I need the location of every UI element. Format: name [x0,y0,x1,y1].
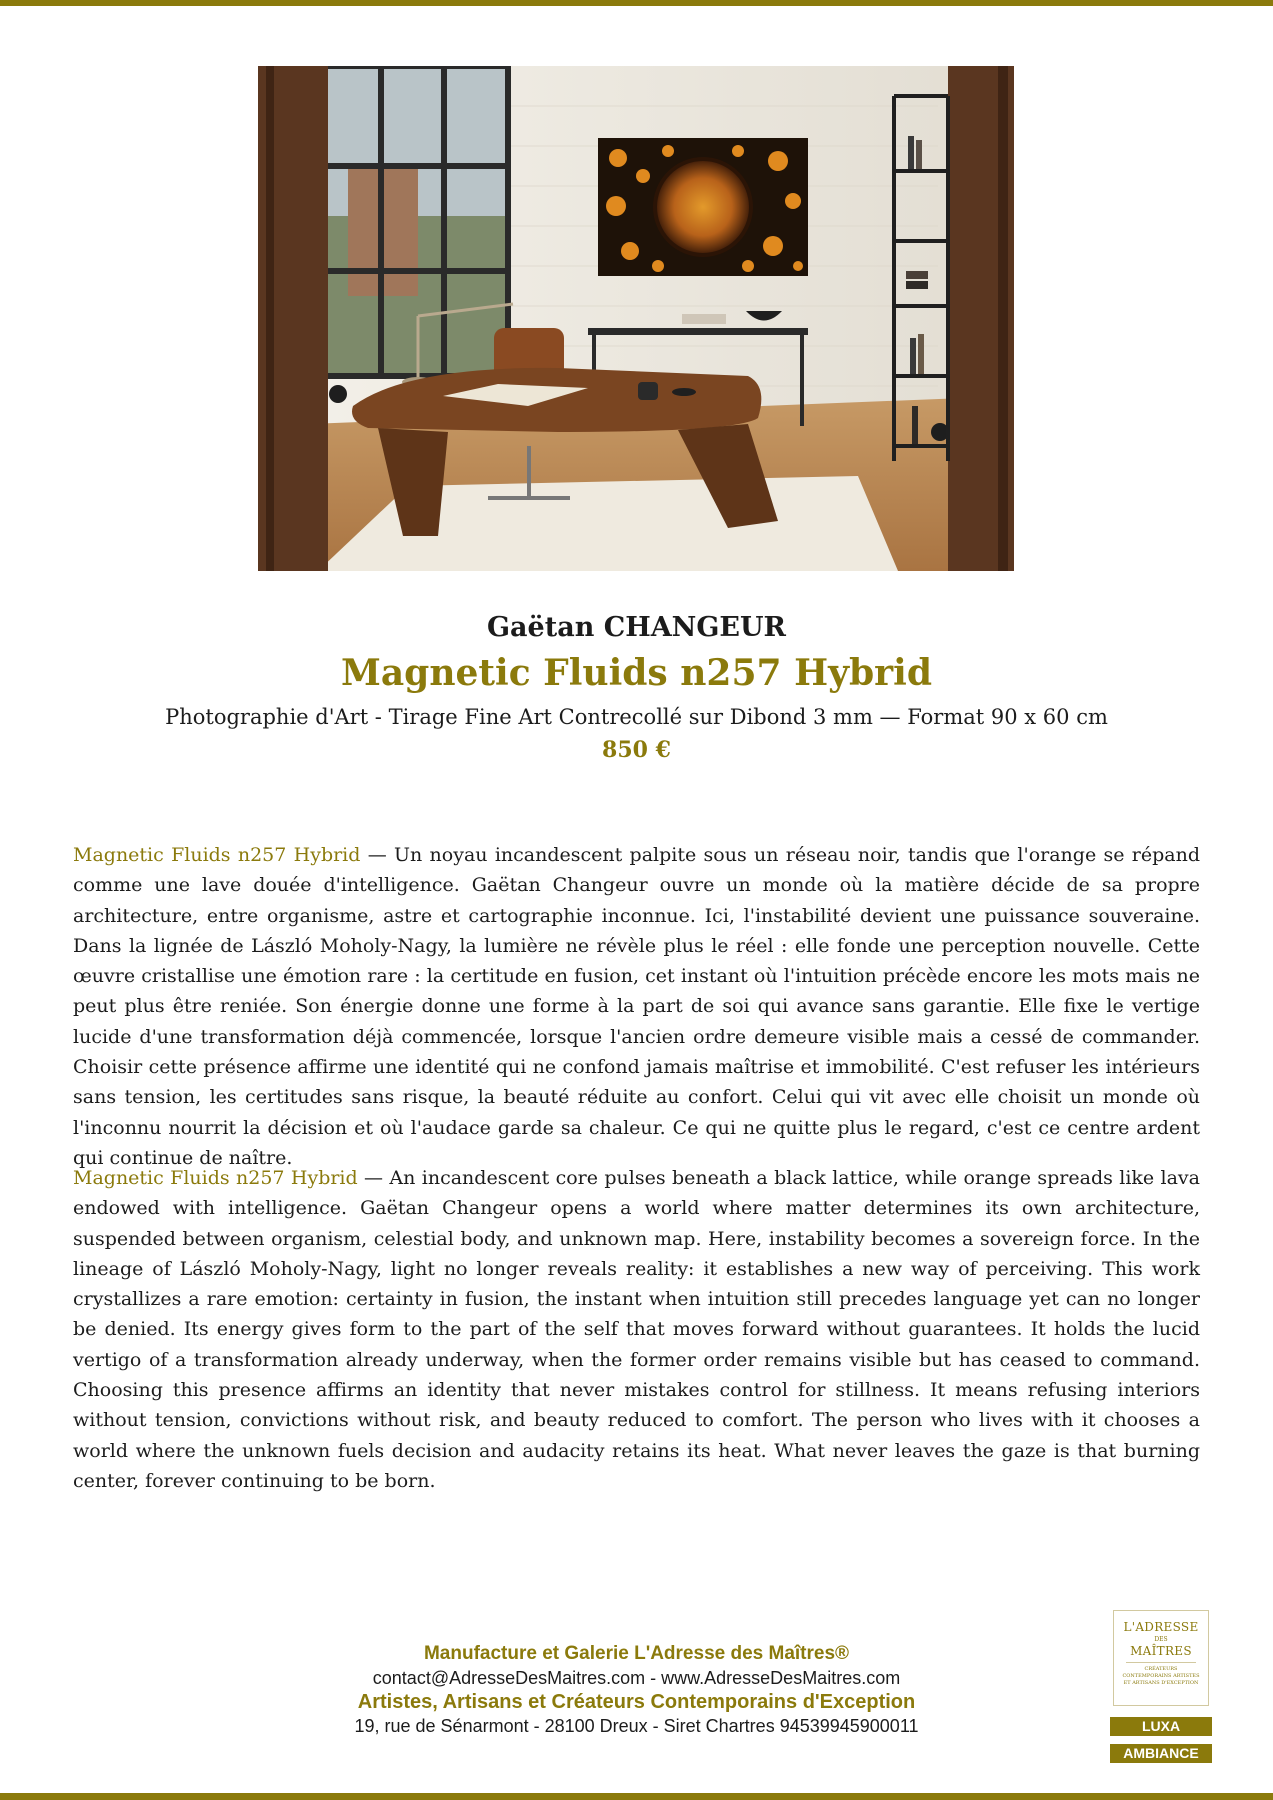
description-english-lead: Magnetic Fluids n257 Hybrid [73,1167,358,1189]
artist-name: Gaëtan CHANGEUR [487,612,786,643]
artwork-title: Magnetic Fluids n257 Hybrid [340,652,932,694]
logo-line1: L'ADRESSE [1123,1620,1199,1634]
top-border [0,0,1273,6]
gallery-logo [1113,1610,1209,1706]
footer-address: 19, rue de Sénarmont - 28100 Dreux - Siret Chartres 94539945900011 [354,1716,919,1736]
logo-line2: DES [1154,1636,1168,1643]
artwork-price: 850 € [602,737,671,763]
footer-contact: contact@AdresseDesMaitres.com - www.AdresseDesMaitres.com [372,1668,901,1688]
artwork-details: Photographie d'Art - Tirage Fine Art Contrecollé sur Dibond 3 mm — Format 90 x 60 cm [165,705,1108,729]
logo-line3: MAÎTRES [1130,1644,1192,1658]
logo-divider [1126,1662,1196,1663]
artwork-room-photo [258,66,1014,571]
footer-tagline: Artistes, Artisans et Créateurs Contemporains d'Exception [357,1691,916,1713]
description-french-lead: Magnetic Fluids n257 Hybrid [73,844,361,866]
badge-luxa: LUXA [1110,1717,1212,1736]
description-french [73,840,1200,1173]
description-french-text: — Un noyau incandescent palpite sous un réseau noir, tandis que l'orange se répand comme une lave douée d'intelligence. Gaëtan Changeur ouvre un monde où la matière décide de sa propre architecture, entre organisme, astre et cartographie inconnue. Ici, l'instabilité devient une puissance souveraine. Dans la lignée de László Moholy-Nagy, la lumière ne révèle plus le réel : elle fonde une perception nouvelle. Cette œuvre cristallise une émotion rare : la certitude en fusion, cet instant où l'intuition précède encore les mots mais ne peut plus être reniée. Son énergie donne une forme à la part de soi qui avance sans garantie. Elle fixe le vertige lucide d'une transformation déjà commencée, lorsque l'ancien ordre demeure visible mais a cessé de commander. Choisir cette présence affirme une identité qui ne confond jamais maîtrise et immobilité. C'est refuser les intérieurs sans tension, les certitudes sans risque, la beauté réduite au confort. Celui qui vit avec elle choisit un monde où l'inconnu nourrit la décision et où l'audace garde sa chaleur. Ce qui ne quitte plus le regard, c'est ce centre ardent qui continue de naître. [73,844,1200,1169]
badge-ambiance: AMBIANCE [1110,1744,1212,1763]
bottom-border [0,1793,1273,1800]
description-english [73,1163,1200,1496]
footer-gallery-name: Manufacture et Galerie L'Adresse des Maîtres® [423,1643,850,1664]
description-english-text: — An incandescent core pulses beneath a black lattice, while orange spreads like lava endowed with intelligence. Gaëtan Changeur opens a world where matter determines its own architecture, suspended between organism, celestial body, and unknown map. Here, instability becomes a sovereign force. In the lineage of László Moholy-Nagy, light no longer reveals reality: it establishes a new way of perceiving. This work crystallizes a rare emotion: certainty in fusion, the instant when intuition still precedes language yet can no longer be denied. Its energy gives form to the part of the self that moves forward without guarantees. It holds the lucid vertigo of a transformation already underway, when the former order remains visible but has ceased to command. Choosing this presence affirms an identity that never mistakes control for stillness. It means refusing interiors without tension, convictions without risk, and beauty reduced to comfort. The person who lives with it chooses a world where the unknown fuels decision and audacity retains its heat. What never leaves the gaze is that burning center, forever continuing to be born. [73,1167,1200,1492]
logo-line4: CRÉATEURS CONTEMPORAINS ARTISTES ET ARTISANS D'EXCEPTION [1122,1666,1200,1686]
